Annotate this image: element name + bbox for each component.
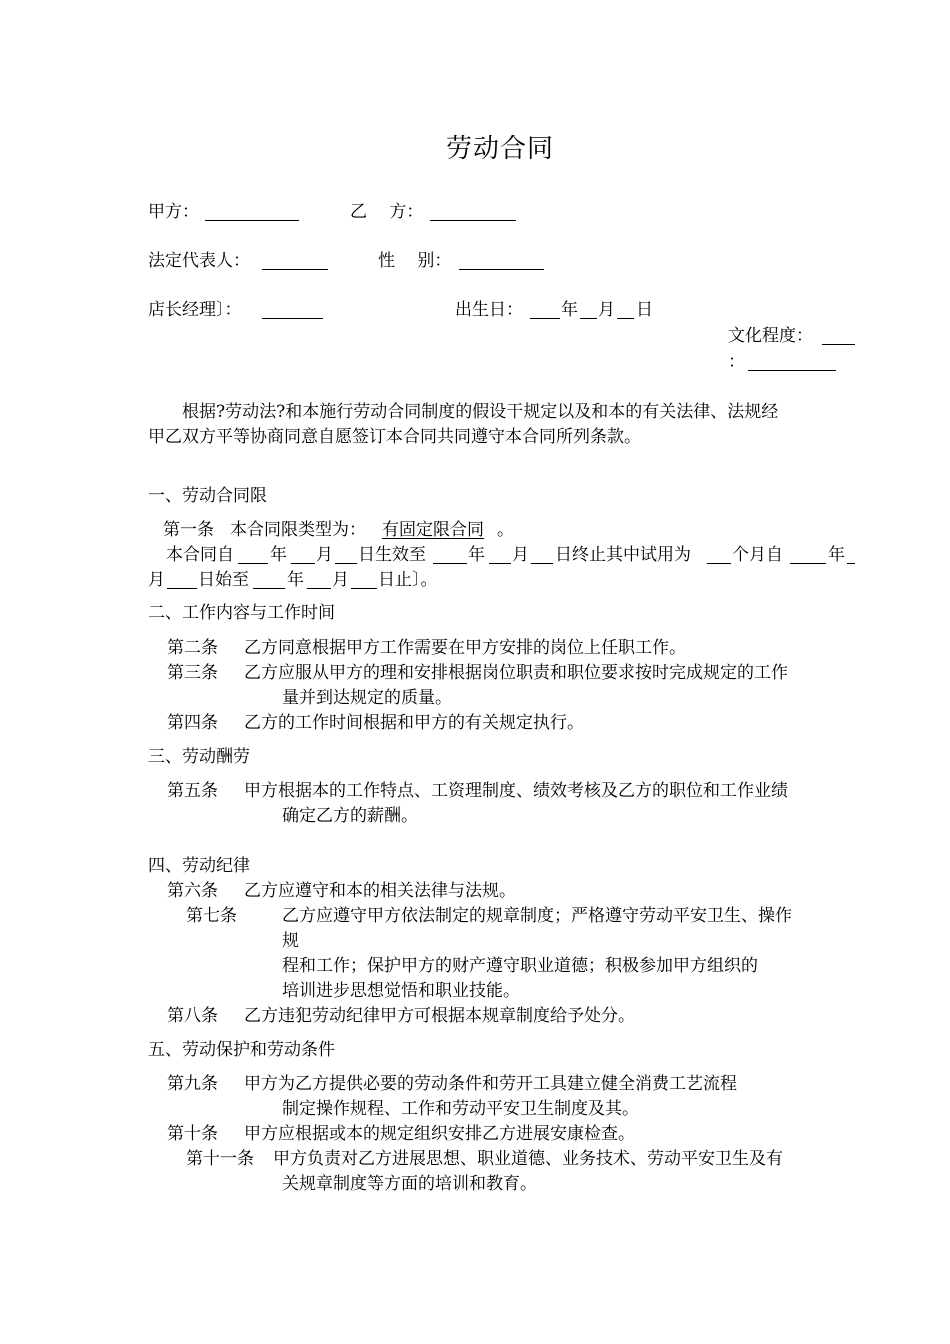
term-blank-3 [335, 545, 357, 564]
gender-blank [459, 251, 544, 270]
article-1-label: 第一条 [163, 520, 214, 540]
extra-colon-label: ： [728, 352, 745, 372]
article-4-label: 第四条 [167, 713, 218, 733]
article-11-text-2: 关规章制度等方面的培训和教育。 [282, 1174, 537, 1194]
birth-year-unit: 年 [561, 300, 578, 320]
term-blank-5 [489, 545, 511, 564]
education-blank [822, 326, 855, 345]
article-5-text-1: 甲方根据本的工作特点、工资理制度、绩效考核及乙方的职位和工作业绩 [244, 781, 788, 801]
term-text-10: 月 [148, 570, 165, 590]
term-text-2: 年 [270, 545, 287, 565]
article-4-text: 乙方的工作时间根据和甲方的有关规定执行。 [244, 713, 584, 733]
party-b-label: 乙 方： [350, 202, 424, 222]
birthday-label: 出生日： [455, 300, 523, 320]
term-text-3: 月 [316, 545, 333, 565]
term-blank-9 [847, 545, 855, 564]
section-4-heading: 四、劳动纪律 [148, 856, 250, 876]
education-label: 文化程度： [728, 326, 813, 346]
term-text-7: 日终止其中试用为 [555, 545, 691, 565]
term-text-4: 日生效至 [358, 545, 426, 565]
term-blank-11 [253, 570, 285, 589]
term-blank-4 [433, 545, 467, 564]
term-text-6: 月 [512, 545, 529, 565]
legal-rep-blank [262, 251, 328, 270]
birth-day-unit: 日 [636, 300, 653, 320]
article-6-label: 第六条 [167, 881, 218, 901]
term-text-5: 年 [468, 545, 485, 565]
section-1-heading: 一、劳动合同限 [148, 486, 267, 506]
intro-line-2: 甲乙双方平等协商同意自愿签订本合同共同遵守本合同所列条款。 [148, 427, 641, 447]
intro-line-1: 根据?劳动法?和本施行劳动合同制度的假设干规定以及和本的有关法律、法规经 [182, 402, 779, 422]
article-2-label: 第二条 [167, 638, 218, 658]
article-10-label: 第十条 [167, 1124, 218, 1144]
section-2-heading: 二、工作内容与工作时间 [148, 603, 335, 623]
article-8-text: 乙方违犯劳动纪律甲方可根据本规章制度给予处分。 [244, 1006, 635, 1026]
legal-rep-label: 法定代表人： [148, 251, 250, 271]
party-a-label: 甲方： [148, 202, 199, 222]
term-text-13: 月 [332, 570, 349, 590]
article-3-label: 第三条 [167, 663, 218, 683]
term-blank-1 [238, 545, 268, 564]
party-b-blank [430, 202, 516, 221]
term-blank-6 [531, 545, 553, 564]
birth-day-blank [617, 300, 634, 319]
birth-year-blank [530, 300, 560, 319]
gender-label: 性 别： [378, 251, 452, 271]
term-blank-8 [790, 545, 826, 564]
term-blank-7 [707, 545, 731, 564]
manager-blank [262, 300, 323, 319]
term-text-8: 个月自 [732, 545, 783, 565]
contract-type: 有固定限合同 [382, 520, 484, 540]
article-1-text: 本合同限类型为： [230, 520, 366, 540]
section-3-heading: 三、劳动酬劳 [148, 747, 250, 767]
article-11-label: 第十一条 [186, 1149, 254, 1169]
article-9-text-1: 甲方为乙方提供必要的劳动条件和劳开工具建立健全消费工艺流程 [244, 1074, 737, 1094]
article-11-text-1: 甲方负责对乙方进展思想、职业道德、业务技术、劳动平安卫生及有 [273, 1149, 783, 1169]
article-1-period: 。 [497, 520, 514, 540]
article-8-label: 第八条 [167, 1006, 218, 1026]
article-7-text-4: 培训进步思想觉悟和职业技能。 [282, 981, 520, 1001]
section-5-heading: 五、劳动保护和劳动条件 [148, 1040, 335, 1060]
term-blank-12 [307, 570, 331, 589]
article-6-text: 乙方应遵守和本的相关法律与法规。 [244, 881, 516, 901]
birth-month-unit: 月 [598, 300, 615, 320]
term-blank-2 [291, 545, 315, 564]
page-title: 劳动合同 [446, 134, 555, 164]
article-5-text-2: 确定乙方的薪酬。 [282, 806, 418, 826]
party-a-blank [205, 202, 299, 221]
birth-month-blank [580, 300, 597, 319]
article-9-text-2: 制定操作规程、工作和劳动平安卫生制度及其。 [282, 1099, 639, 1119]
article-10-text: 甲方应根据或本的规定组织安排乙方进展安康检查。 [244, 1124, 635, 1144]
article-7-text-2: 规 [282, 931, 299, 951]
term-blank-13 [351, 570, 377, 589]
term-text-12: 年 [287, 570, 304, 590]
article-7-label: 第七条 [186, 906, 237, 926]
term-blank-10 [167, 570, 197, 589]
term-text-11: 日始至 [198, 570, 249, 590]
article-2-text: 乙方同意根据甲方工作需要在甲方安排的岗位上任职工作。 [244, 638, 686, 658]
term-text-9: 年 [828, 545, 845, 565]
extra-blank [748, 352, 836, 371]
article-7-text-3: 程和工作；保护甲方的财产遵守职业道德；积极参加甲方组织的 [282, 956, 758, 976]
term-text-14: 日止〕。 [378, 570, 438, 590]
article-9-label: 第九条 [167, 1074, 218, 1094]
manager-label: 店长经理〕： [148, 300, 242, 320]
article-7-text-1: 乙方应遵守甲方依法制定的规章制度；严格遵守劳动平安卫生、操作 [282, 906, 792, 926]
article-3-text-1: 乙方应服从甲方的理和安排根据岗位职责和职位要求按时完成规定的工作 [244, 663, 788, 683]
term-text-1: 本合同自 [166, 545, 234, 565]
article-3-text-2: 量并到达规定的质量。 [282, 688, 452, 708]
article-5-label: 第五条 [167, 781, 218, 801]
